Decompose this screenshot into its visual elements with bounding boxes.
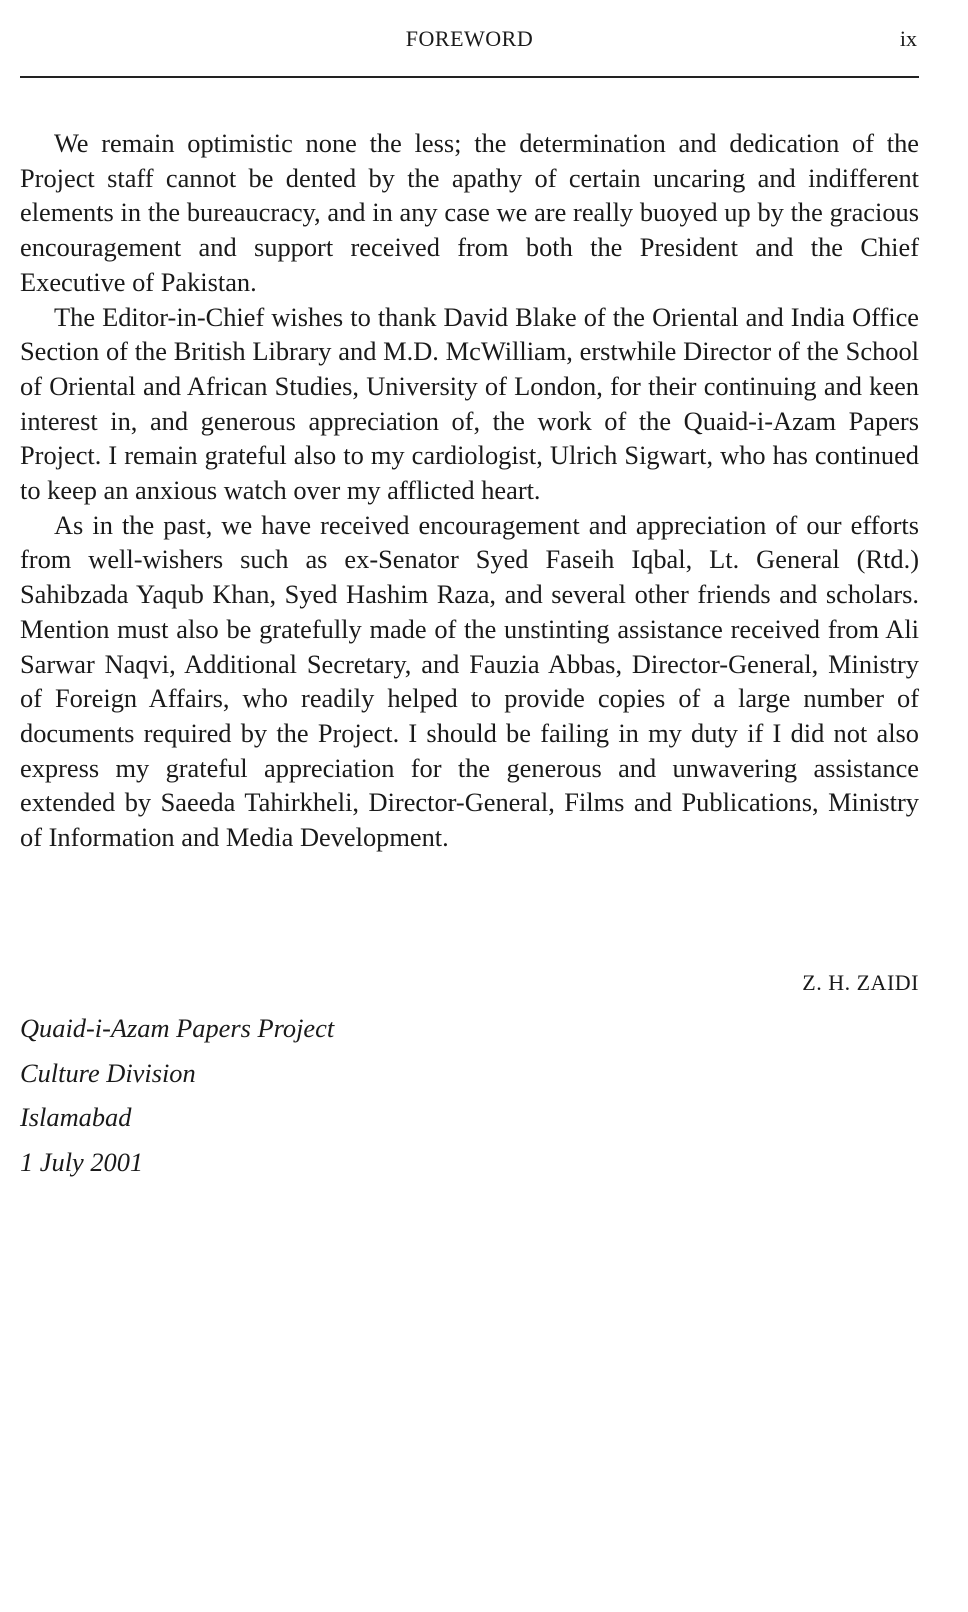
- running-title: FOREWORD: [405, 26, 534, 51]
- page-number: ix: [899, 26, 917, 51]
- address-line-division: Culture Division: [20, 1057, 196, 1088]
- paragraph-optimism: We remain optimistic none the less; the determination and dedication of the Project staff cannot be dented by the apathy of certain uncaring and indifferent elements in the bureaucracy, and in any case we are really buoyed up by the gracious encouragement and support received from both the President and the Chief Executive of Pakistan.: [20, 128, 919, 297]
- address-line-date: 1 July 2001: [20, 1146, 144, 1177]
- paragraph-well-wishers: As in the past, we have received encouragement and appreciation of our efforts from well-wishers such as ex-Senator Syed Faseih Iqbal, Lt. General (Rtd.) Sahibzada Yaqub Khan, Syed Hashim Raza, and several other friends and scholars. Mention must also be gratefully made of the unstinting assistance received from Ali Sarwar Naqvi, Additional Secretary, and Fauzia Abbas, Director-General, Ministry of Foreign Affairs, who readily helped to provide copies of a large number of documents required by the Project. I should be failing in my duty if I did not also express my grateful appreciation for the generous and unwavering assistance extended by Saeeda Tahirkheli, Director-General, Films and Publications, Ministry of Information and Media Development.: [20, 509, 919, 853]
- header-rule: [20, 76, 919, 78]
- address-block: [20, 1006, 334, 1184]
- author-signature: Z. H. ZAIDI: [802, 970, 919, 995]
- paragraph-acknowledgements: The Editor-in-Chief wishes to thank David Blake of the Oriental and India Office Section of the British Library and M.D. McWilliam, erstwhile Director of the School of Oriental and African Studies, University of London, for their continuing and keen interest in, and generous appreciation of, the work of the Quaid-i-Azam Papers Project. I remain grateful also to my cardiologist, Ulrich Sigwart, who has continued to keep an anxious watch over my afflicted heart.: [20, 301, 919, 506]
- address-line-project: Quaid-i-Azam Papers Project: [20, 1013, 335, 1043]
- address-line-city: Islamabad: [20, 1102, 132, 1132]
- foreword-body: [20, 126, 919, 855]
- running-head: [20, 24, 919, 54]
